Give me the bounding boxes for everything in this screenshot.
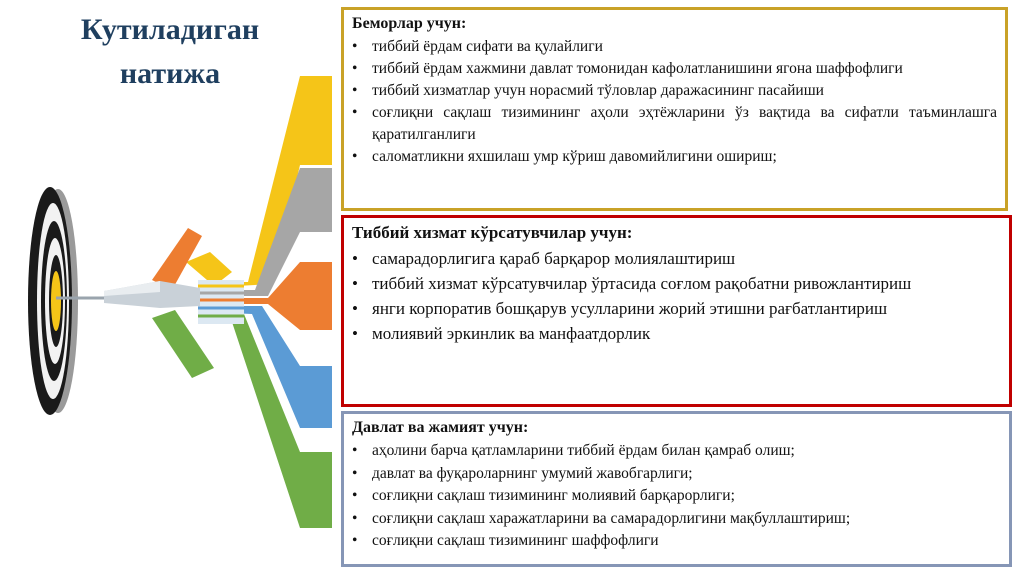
title-line-1: Кутиладиган	[80, 13, 260, 46]
providers-section	[341, 215, 1012, 407]
list-item: • саломатликни яхшилаш умр кўриш давомийлигини ошириш;	[352, 146, 997, 168]
patients-list	[352, 36, 997, 168]
list-item: • соғлиқни сақлаш харажатларини ва самарадорлигини мақбуллаштириш;	[352, 508, 1001, 531]
patients-section	[341, 7, 1008, 211]
list-item: • соғлиқни сақлаш тизимининг молиявий барқарорлиги;	[352, 485, 1001, 508]
list-item: • тиббий хизмат кўрсатувчилар ўртасида соғлом рақобатни ривожлантириш	[352, 271, 1001, 296]
list-item: • самарадорлигига қараб барқарор молиялаштириш	[352, 246, 1001, 271]
list-item: • тиббий хизматлар учун норасмий тўловлар даражасининг пасайиши	[352, 80, 997, 102]
list-item: • тиббий ёрдам хажмини давлат томонидан кафолатланишини ягона шаффофлиги	[352, 58, 997, 80]
list-item: • янги корпоратив бошқарув усулларини жорий этишни рағбатлантириш	[352, 296, 1001, 321]
list-item: • аҳолини барча қатламларини тиббий ёрдам билан қамраб олиш;	[352, 440, 1001, 463]
state-heading: Давлат ва жамият учун:	[352, 419, 529, 436]
target-graphic	[0, 0, 340, 574]
list-item: • давлат ва фуқароларнинг умумий жавобгарлиги;	[352, 463, 1001, 486]
list-item: • молиявий эркинлик ва манфаатдорлик	[352, 321, 1001, 346]
state-section	[341, 411, 1012, 567]
target-icon	[28, 187, 78, 415]
title-line-2: натижа	[119, 57, 221, 90]
patients-heading: Беморлар учун:	[352, 15, 467, 32]
providers-list	[352, 246, 1001, 346]
list-item: • соғлиқни сақлаш тизимининг шаффофлиги	[352, 530, 1001, 553]
list-item: • соғлиқни сақлаш тизимининг аҳоли эҳтёжларини ўз вақтида ва сифатли таъминлашга қаратилганлиги	[352, 102, 997, 146]
state-list	[352, 440, 1001, 553]
providers-heading: Тиббий хизмат кўрсатувчилар учун:	[352, 223, 633, 242]
list-item: • тиббий ёрдам сифати ва қулайлиги	[352, 36, 997, 58]
